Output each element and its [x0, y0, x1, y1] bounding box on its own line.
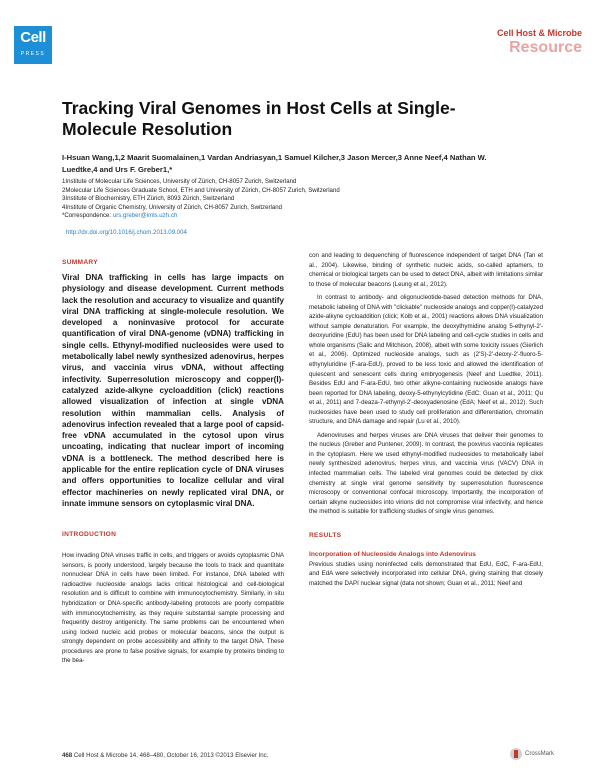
results-subheading: Incorporation of Nucleoside Analogs into Adenovirus	[309, 550, 476, 558]
journal-header	[497, 28, 582, 57]
crossmark-badge[interactable]	[510, 748, 554, 760]
affiliation-1: 1Institute of Molecular Life Sciences, University of Zürich, CH-8057 Zurich, Switzerland	[62, 178, 297, 185]
citation-text: Cell Host & Microbe 14, 468–480, October 16, 2013 ©2013 Elsevier Inc.	[73, 752, 269, 759]
cell-press-logo	[14, 26, 52, 64]
results-paragraph: Previous studies using noninfected cells demonstrated that EdU, EdC, F-ara-EdU, and EdA were selectively incorporated into cellular DNA, giving staining that closely matched the DAPI nuclear signal (data not shown; Guan et al., 2011; Neef and	[309, 560, 543, 587]
correspondence-label: *Correspondence:	[62, 212, 113, 220]
summary-text: Viral DNA trafficking in cells has large impacts on physiology and disease development. Current methods lack the resolution and accuracy to visualize and quantify viral DNA trafficking at single-molecule resolution. We developed a noninvasive protocol for accurate quantification of viral DNA-genome (vDNA) trafficking in single cells. Ethynyl-modified nucleosides were used to metabolically label newly synthesized adenovirus, herpes virus, and vaccinia virus vDNA, without affecting infectivity. Superresolution microscopy and copper(I)-catalyzed azide-alkyne cycloaddition (click) reactions allowed visualization of infection at single vDNA resolution within mammalian cells. Analysis of adenovirus infection revealed that a large pool of capsid-free vDNA accumulated in the cytosol upon virus uncoating, indicating that nuclear import of incoming vDNA is a bottleneck. The method described here is applicable for the entire replication cycle of DNA viruses and offers opportunities to localize cellular and viral effector machineries on newly replicated viral DNA, or innate immune sensors on cytoplasmic viral DNA.	[62, 273, 284, 508]
introduction-text	[62, 551, 284, 666]
crossmark-icon	[510, 748, 522, 760]
introduction-heading: INTRODUCTION	[62, 531, 117, 539]
affiliations	[62, 178, 522, 221]
author-list: I-Hsuan Wang,1,2 Maarit Suomalainen,1 Vardan Andriasyan,1 Samuel Kilcher,3 Jason Mercer,3 Anne Neef,4 Nathan W. Luedtke,4 and Urs F. Greber1,*	[62, 153, 487, 174]
affiliation-3: 3Institute of Biochemistry, ETH Zürich, 8093 Zürich, Switzerland	[62, 195, 235, 203]
affiliation-4: 4Institute of Organic Chemistry, University of Zürich, CH-8057 Zurich, Switzerland	[62, 203, 283, 211]
logo-text: Cell	[20, 29, 46, 46]
page-footer	[62, 752, 268, 759]
crossmark-label: CrossMark	[525, 751, 555, 757]
right-column	[309, 251, 543, 592]
correspondence-email-link[interactable]: urs.greber@imls.uzh.ch	[112, 212, 178, 220]
paragraph-2: In contrast to antibody- and oligonucleotide-based detection methods for DNA, metabolic labeling of DNA with "clickable" nucleoside analogs and copper(I)-catalyzed azide-alkyne cycloaddition (click; Kolb et al., 2001) reactions allows DNA visualization without sample denaturation. For example, the deoxythymidine analog 5-ethynyl-2'-deoxyuridine (EdU) has been used for DNA labeling and cell-cycle studies in cells and whole organisms (Salic and Mitchison, 2008), albeit with some toxicity issues (Gierlich et al., 2006). Optimized nucleoside analogs, such as (2'S)-2'-deoxy-2'-fluoro-5-ethynyluridine (F-ara-EdU), proved to be less toxic and allowed the identification of quiescent and senescent cells during embryogenesis (Neef and Luedtke, 2011). Besides EdU and F-ara-EdU, two other alkyne-containing nucleoside analogs have been reported for DNA labeling, deoxy-5-ethynylcytidine (EdC; Guan et al., 2011; Qu et al., 2011) and 7-deaza-7-ethynyl-2'-deoxyadenosine (EdA; Neef et al., 2012). Such nucleosides have been used to study cell proliferation and differentiation, chromatin structure, and DNA damage and repair (Lu et al., 2010).	[309, 294, 543, 426]
paragraph-1: con and leading to dequenching of fluorescence independent of target DNA (Tan et al., 2004). Likewise, binding of synthetic nucleic acids, so-called aptamers, to chemical or biological targets can be used to detect DNA, albeit with limitations similar to those of molecular beacons (Leung et al., 2012).	[309, 252, 543, 288]
article-type: Resource	[509, 39, 582, 56]
correspondence	[62, 212, 522, 221]
results-text	[309, 560, 543, 589]
doi-link[interactable]: http://dx.doi.org/10.1016/j.chom.2013.09.004	[66, 229, 187, 236]
right-body-text	[309, 251, 543, 517]
affiliation-2: 2Molecular Life Sciences Graduate School, ETH and University of Zürich, CH-8057 Zurich, Switzerland	[62, 186, 340, 194]
journal-name: Cell Host & Microbe	[496, 28, 582, 38]
logo-subtext: PRESS	[20, 51, 46, 57]
summary-heading: SUMMARY	[62, 259, 98, 266]
paragraph-3: Adenoviruses and herpes viruses are DNA viruses that deliver their genomes to the nucleus (Greber and Puntener, 2009). In contrast, the poxvirus vaccinia replicates in the cytoplasm. Here we used ethynyl-modified nucleosides to metabolically label newly synthesized adenovirus, herpes virus, and vaccinia virus (VACV) DNA in infected mammalian cells. The labeled viral genomes could be detected by click chemistry at single viral genome sensitivity by superresolution fluorescence microscopy or conventional confocal microscopy. Importantly, the incorporation of certain alkyne nucleosides into virions did not compromise viral infectivity, and hence the method is suitable for trafficking studies of single virus genomes.	[309, 431, 543, 516]
left-column	[62, 259, 284, 670]
results-heading: RESULTS	[309, 531, 342, 539]
article-title: Tracking Viral Genomes in Host Cells at Single-Molecule Resolution	[62, 98, 456, 139]
page-number: 468	[62, 752, 73, 759]
introduction-paragraph: How invading DNA viruses traffic in cells, and triggers or avoids cytoplasmic DNA sensors, is poorly understood, largely because the tools to track and quantitate nonnuclear DNA in cells have been limited. For instance, DNA labeled with radioactive nucleoside analogs lacks critical histological and cell-biological resolution and is difficult to combine with immunocytochemistry. Similarly, in situ hybridization or DNA-specific antibody-labeling protocols are poorly compatible with immunocytochemistry, as they require substantial sample processing and frequently destroy antigenicity. The same problems can be encountered when using locked nucleic acid probes or molecular beacons, since the output is strongly dependent on probe accessibility and affinity to the target DNA. These procedures are prone to false positive signals, for example by proteins binding to the bea-	[62, 552, 284, 665]
